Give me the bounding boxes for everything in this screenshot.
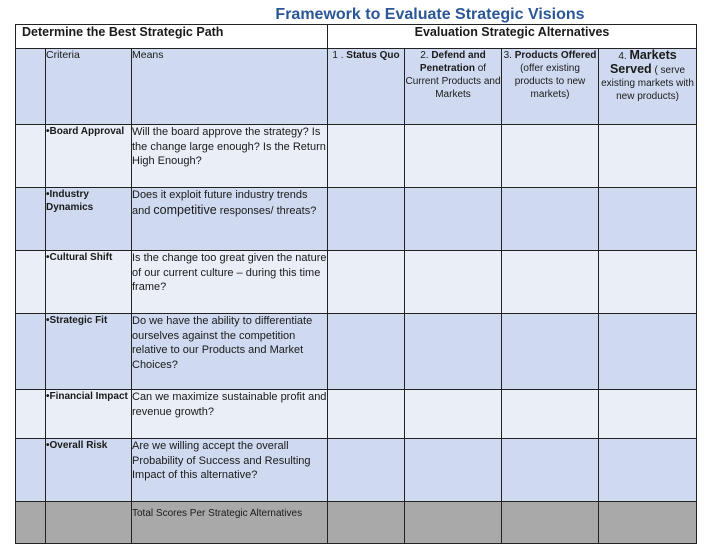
table-row	[16, 439, 697, 502]
section-left-title: Determine the Best Strategic Path	[16, 25, 328, 49]
means-cell	[132, 188, 328, 251]
means-cell: Can we maximize sustainable profit and revenue growth?	[132, 390, 328, 439]
means-text: Does it exploit future industry trends and	[132, 189, 308, 217]
score-cell[interactable]	[328, 188, 405, 251]
row-marker-cell	[16, 439, 46, 502]
table-row	[16, 125, 697, 188]
total-label: Total Scores Per Strategic Alternatives	[132, 502, 328, 544]
score-cell[interactable]	[599, 188, 697, 251]
table-row	[16, 314, 697, 390]
score-cell[interactable]	[328, 439, 405, 502]
score-cell[interactable]	[405, 439, 502, 502]
total-score-cell[interactable]	[502, 502, 599, 544]
score-cell[interactable]	[502, 188, 599, 251]
score-cell[interactable]	[599, 251, 697, 314]
total-row	[16, 502, 697, 544]
section-header-row	[16, 25, 697, 49]
alt3-prefix: 3.	[503, 50, 515, 61]
section-right-title: Evaluation Strategic Alternatives	[328, 25, 697, 49]
row-marker-cell	[16, 314, 46, 390]
criteria-cell: •Financial Impact	[46, 390, 132, 439]
alt4-desc: ( serve existing markets with new products)	[601, 65, 694, 102]
alt2-prefix: 2.	[420, 50, 432, 61]
alt3-desc: (offer existing products to new markets)	[514, 63, 586, 100]
score-cell[interactable]	[502, 251, 599, 314]
score-cell[interactable]	[502, 314, 599, 390]
score-cell[interactable]	[328, 390, 405, 439]
score-cell[interactable]	[328, 251, 405, 314]
means-header: Means	[132, 49, 328, 125]
score-cell[interactable]	[405, 251, 502, 314]
blank-cell	[16, 49, 46, 125]
alt3-title: Products Offered	[514, 50, 597, 61]
criteria-cell: •Overall Risk	[46, 439, 132, 502]
row-marker-cell	[16, 125, 46, 188]
alt4-header	[599, 49, 697, 125]
means-cell: Will the board approve the strategy? Is the change large enough? Is the Return High Enough?	[132, 125, 328, 188]
criteria-cell: •Cultural Shift	[46, 251, 132, 314]
page-title: Framework to Evaluate Strategic Visions	[275, 6, 585, 23]
total-blank-cell	[46, 502, 132, 544]
row-marker-cell	[16, 502, 46, 544]
score-cell[interactable]	[405, 314, 502, 390]
score-cell[interactable]	[599, 125, 697, 188]
criteria-cell: •Board Approval	[46, 125, 132, 188]
total-score-cell[interactable]	[328, 502, 405, 544]
criteria-cell: •Industry Dynamics	[46, 188, 132, 251]
alt4-prefix: 4.	[618, 51, 630, 62]
alt3-header	[502, 49, 599, 125]
row-marker-cell	[16, 188, 46, 251]
table-row	[16, 251, 697, 314]
means-text: responses/ threats?	[216, 204, 317, 217]
means-cell: Are we willing accept the overall Probability of Success and Resulting Impact of this alternative?	[132, 439, 328, 502]
alt2-desc: of Current Products and Markets	[405, 63, 501, 100]
score-cell[interactable]	[502, 125, 599, 188]
total-score-cell[interactable]	[599, 502, 697, 544]
means-cell: Do we have the ability to differentiate ourselves against the competition relative to our Products and Market Choices?	[132, 314, 328, 390]
score-cell[interactable]	[502, 439, 599, 502]
row-marker-cell	[16, 251, 46, 314]
table-row	[16, 390, 697, 439]
alt1-title: Status Quo	[346, 50, 400, 61]
score-cell[interactable]	[405, 390, 502, 439]
score-cell[interactable]	[328, 125, 405, 188]
alt1-header	[328, 49, 405, 125]
alt1-prefix: 1 .	[332, 50, 347, 61]
score-cell[interactable]	[328, 314, 405, 390]
alt2-header	[405, 49, 502, 125]
framework-table	[15, 24, 697, 544]
score-cell[interactable]	[405, 188, 502, 251]
score-cell[interactable]	[599, 314, 697, 390]
means-text-emphasis: competitive	[153, 202, 217, 217]
alt4-title: Markets Served	[609, 48, 677, 76]
score-cell[interactable]	[502, 390, 599, 439]
total-score-cell[interactable]	[405, 502, 502, 544]
score-cell[interactable]	[405, 125, 502, 188]
column-header-row	[16, 49, 697, 125]
alt2-title: Defend and Penetration	[419, 50, 486, 74]
criteria-cell: •Strategic Fit	[46, 314, 132, 390]
score-cell[interactable]	[599, 439, 697, 502]
means-cell: Is the change too great given the nature of our current culture – during this time frame?	[132, 251, 328, 314]
table-row	[16, 188, 697, 251]
score-cell[interactable]	[599, 390, 697, 439]
criteria-header: Criteria	[46, 49, 132, 125]
row-marker-cell	[16, 390, 46, 439]
